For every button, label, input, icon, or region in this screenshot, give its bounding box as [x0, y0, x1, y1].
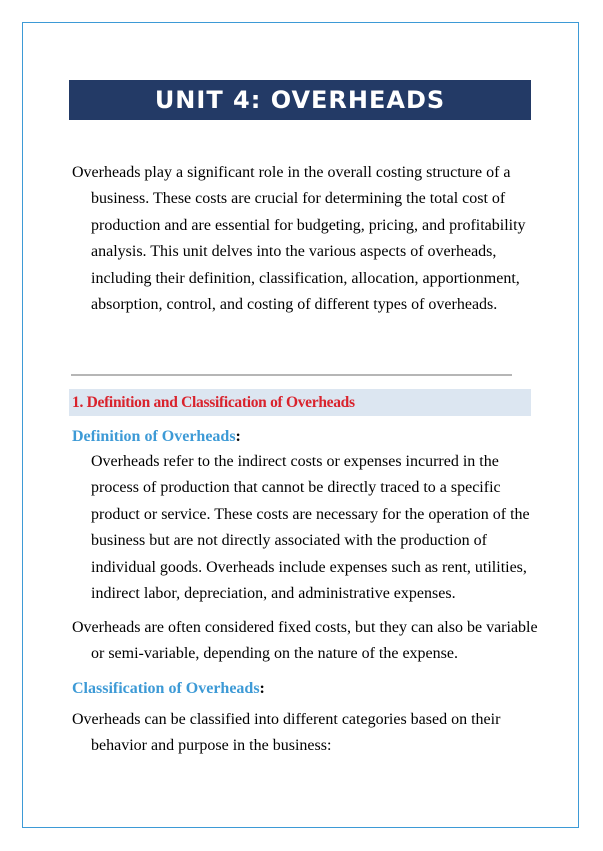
title-banner — [69, 80, 531, 120]
classification-subheading-colon: : — [259, 680, 265, 697]
definition-subheading — [72, 426, 241, 448]
classification-paragraph: Overheads can be classified into different categories based on their behavior and purpose in the business: — [72, 711, 501, 755]
definition-subheading-label: Definition of Overheads — [72, 428, 236, 445]
intro-paragraph: Overheads play a significant role in the overall costing structure of a business. These costs are crucial for determining the total cost of production and are essential for budgeting, pricing, and profitability analysis. This unit delves into the various aspects of overheads, including their definition, classification, allocation, apportionment, absorption, control, and costing of different types of overheads. — [72, 164, 526, 314]
definition-subheading-colon: : — [235, 428, 241, 445]
section-divider — [71, 374, 512, 376]
section-heading-bar — [69, 389, 531, 416]
classification-subheading-label: Classification of Overheads — [72, 680, 260, 697]
section-heading: 1. Definition and Classification of Overheads — [72, 393, 355, 411]
definition-paragraph: Overheads refer to the indirect costs or expenses incurred in the process of production that cannot be directly traced to a specific product or service. These costs are necessary for the operation of the business but are not directly associated with the production of individual goods. Overheads include expenses such as rent, utilities, indirect labor, depreciation, and administrative expenses. — [91, 453, 530, 603]
page-title: UNIT 4: OVERHEADS — [154, 86, 446, 114]
definition-note-paragraph: Overheads are often considered fixed costs, but they can also be variable or semi-variable, depending on the nature of the expense. — [72, 619, 538, 663]
classification-subheading — [72, 678, 265, 700]
